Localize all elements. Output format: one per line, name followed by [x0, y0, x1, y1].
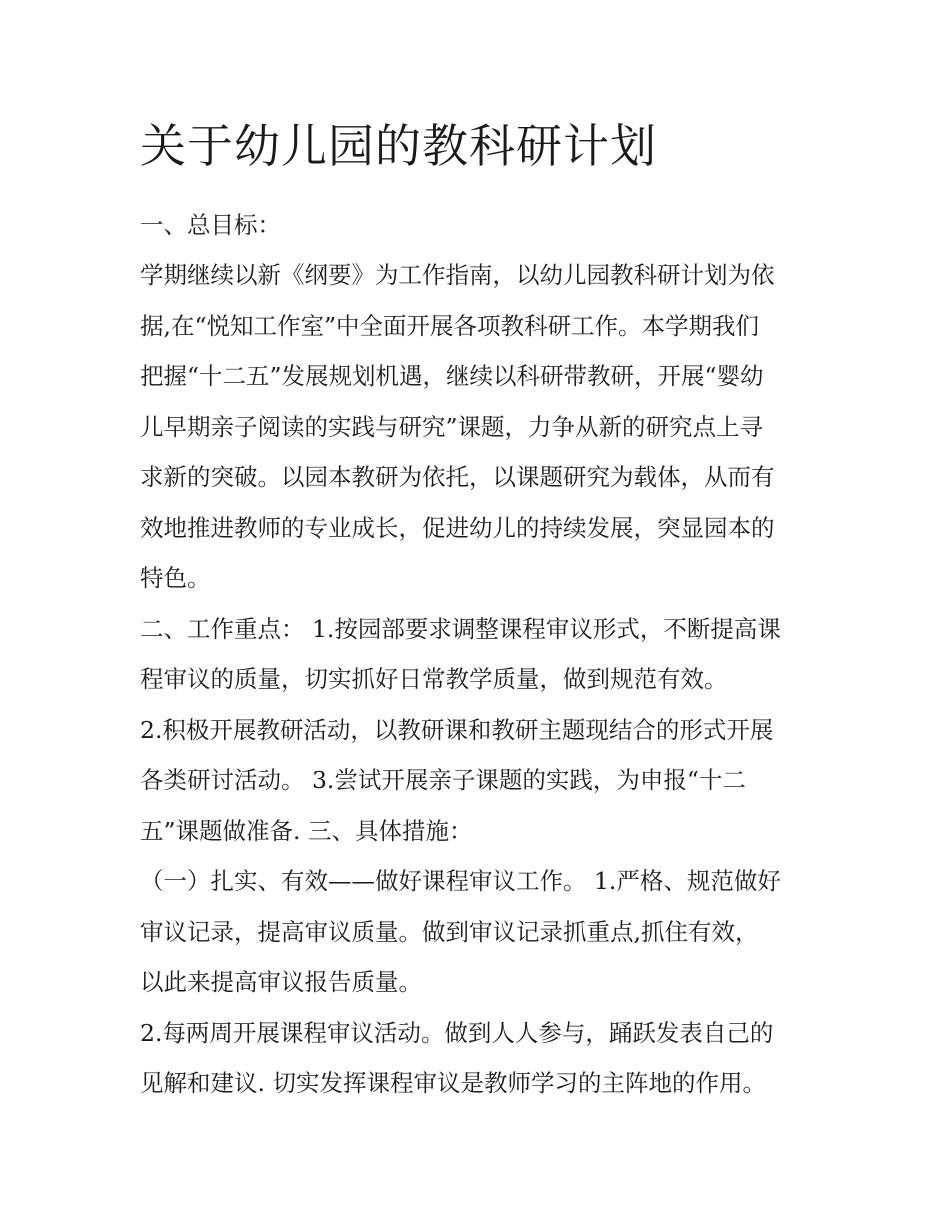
heading-specific-measures: 五”课题做准备. 三、具体措施： — [140, 817, 473, 845]
paragraph-line: 2.积极开展教研活动，以教研课和教研主题现结合的形式开展 — [140, 716, 774, 744]
paragraph-line: 求新的突破。以园本教研为依托，以课题研究为载体，从而有 — [140, 463, 775, 491]
paragraph-line: 效地推进教师的专业成长，促进幼儿的持续发展，突显园本的 — [140, 514, 775, 542]
paragraph-line: 据,在“悦知工作室”中全面开展各项教科研工作。本学期我们 — [140, 312, 759, 340]
paragraph-line: 各类研讨活动。 3.尝试开展亲子课题的实践，为申报“十二 — [140, 766, 746, 794]
heading-overall-goal: 一、总目标： — [140, 211, 281, 239]
paragraph-line: 审议记录，提高审议质量。做到审议记录抓重点,抓住有效， — [140, 918, 759, 946]
paragraph-line: 儿早期亲子阅读的实践与研究”课题，力争从新的研究点上寻 — [140, 413, 764, 441]
paragraph-line: 2.每两周开展课程审议活动。做到人人参与，踊跃发表自己的 — [140, 1019, 774, 1047]
paragraph-line: 学期继续以新《纲要》为工作指南，以幼儿园教科研计划为依 — [140, 261, 775, 289]
paragraph-line: 程审议的质量，切实抓好日常教学质量，做到规范有效。 — [140, 665, 728, 693]
paragraph-line: 见解和建议. 切实发挥课程审议是教师学习的主阵地的作用。 — [140, 1069, 766, 1097]
paragraph-line: 特色。 — [140, 564, 211, 592]
heading-work-focus: 二、工作重点： 1.按园部要求调整课程审议形式，不断提高课 — [140, 615, 781, 643]
paragraph-line: （一）扎实、有效——做好课程审议工作。 1.严格、规范做好 — [140, 867, 781, 895]
paragraph-line: 把握“十二五”发展规划机遇，继续以科研带教研，开展“婴幼 — [140, 362, 764, 390]
paragraph-line: 以此来提高审议报告质量。 — [140, 968, 422, 996]
document-title: 关于幼儿园的教科研计划 — [140, 119, 657, 173]
